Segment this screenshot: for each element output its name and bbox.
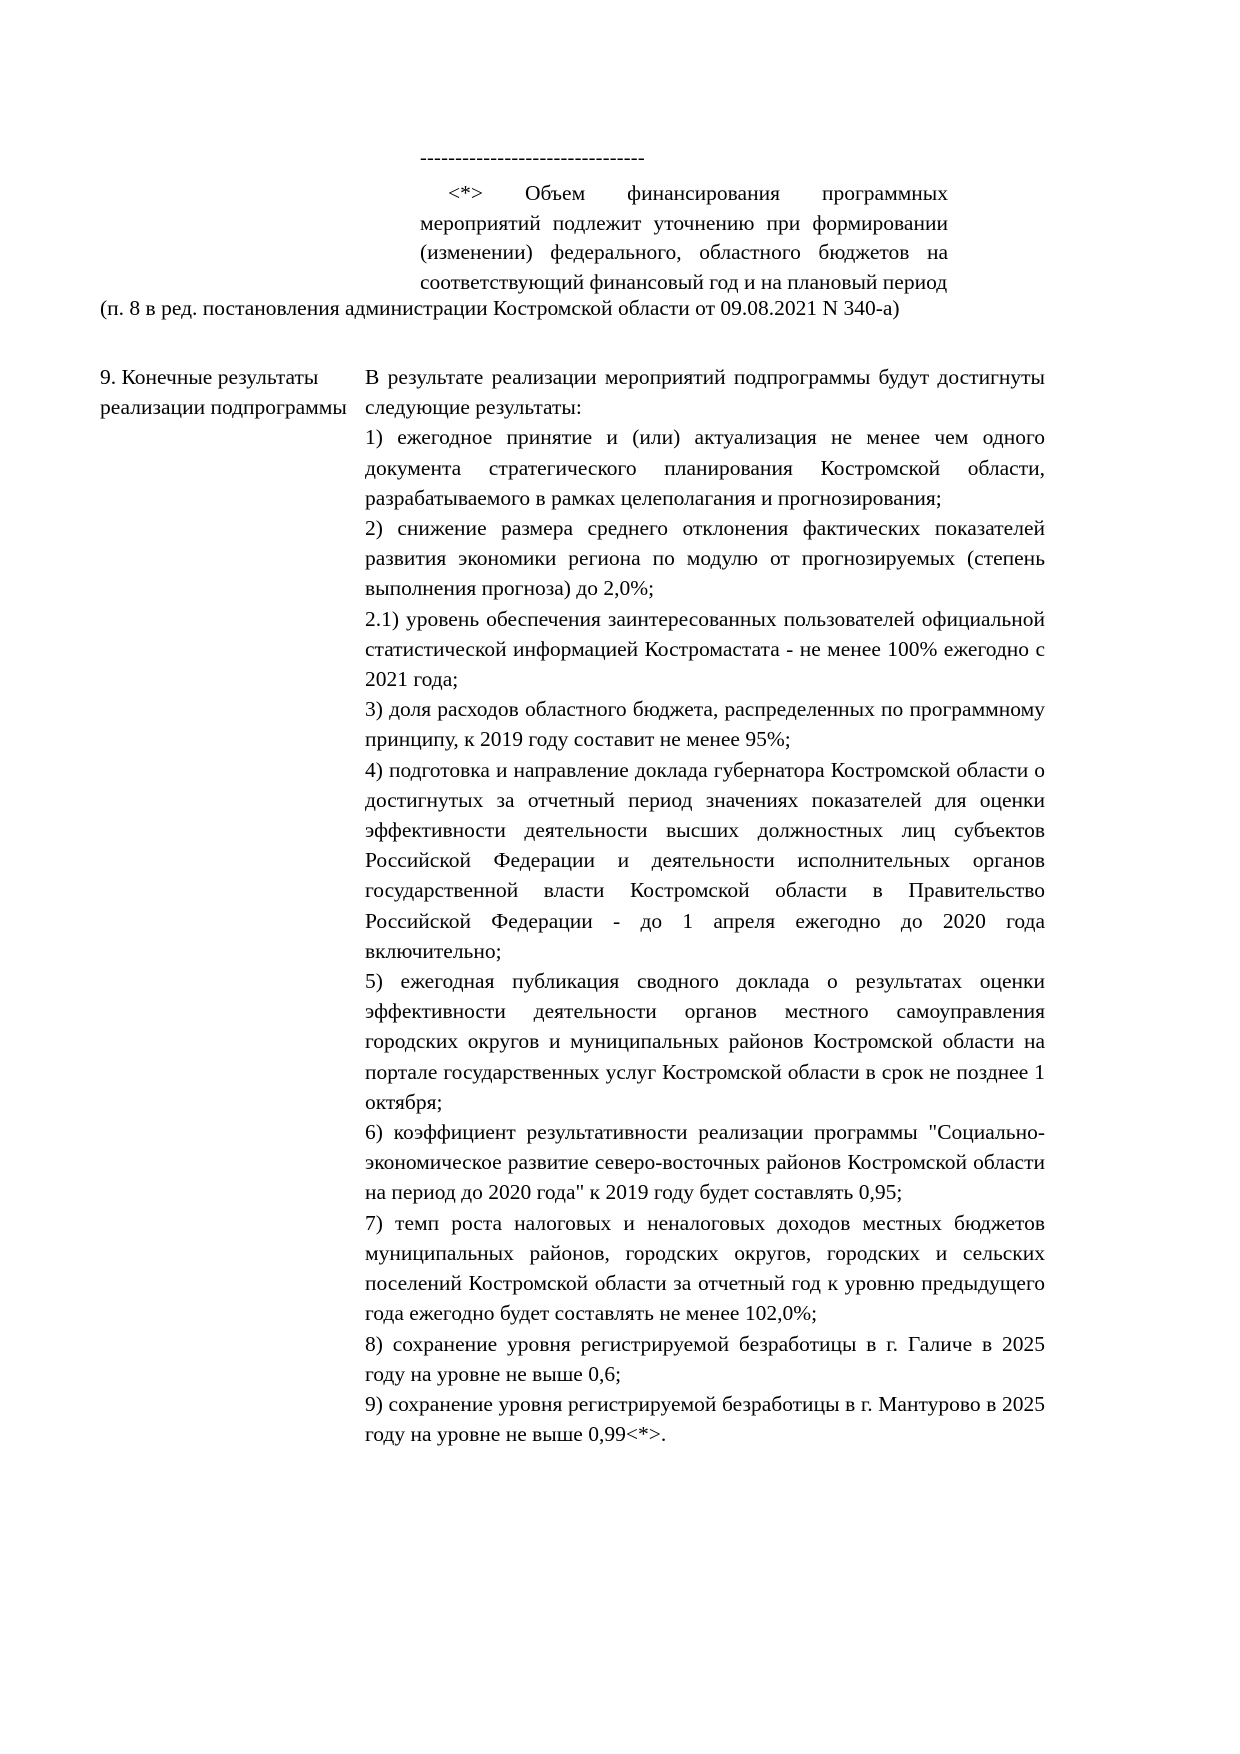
result-item-1: 1) ежегодное принятие и (или) актуализация не менее чем одного документа стратегического планирования Костромской области, разрабатываемого в рамках целеполагания и прогнозирования; <box>365 425 1045 510</box>
result-item-9: 9) сохранение уровня регистрируемой безработицы в г. Мантурово в 2025 году на уровне не выше 0,99<*>. <box>365 1391 1045 1447</box>
result-item-2: 2) снижение размера среднего отклонения фактических показателей развития экономики региона по модулю от прогнозируемых (степень выполнения прогноза) до 2,0%; <box>365 516 1045 601</box>
footnote-text: <*> Объем финансирования программных мероприятий подлежит уточнению при формировании (изменении) федерального, областного бюджетов на соответствующий финансовый год и на плановый период <box>420 181 948 294</box>
result-item-6: 6) коэффициент результативности реализации программы "Социально-экономическое развитие северо-восточных районов Костромской области на период до 2020 года" к 2019 году будет составлять 0,95; <box>365 1120 1045 1205</box>
result-item-5: 5) ежегодная публикация сводного доклада о результатах оценки эффективности деятельности органов местного самоуправления городских округов и муниципальных районов Костромской области на портале государственных услуг Костромской области в срок не позднее 1 октября; <box>365 969 1045 1114</box>
result-item-7: 7) темп роста налоговых и неналоговых доходов местных бюджетов муниципальных районов, городских округов, городских и сельских поселений Костромской области за отчетный год к уровню предыдущего года ежегодно будет составлять не менее 102,0%; <box>365 1210 1045 1326</box>
footnote-divider-rule: -------------------------------- <box>420 147 645 169</box>
footnote-block <box>420 148 948 297</box>
row-body-final-results <box>365 362 1045 1449</box>
result-item-2-1: 2.1) уровень обеспечения заинтересованных пользователей официальной статистической информацией Костромастата - не менее 100% ежегодно с 2021 года; <box>365 606 1045 692</box>
table-row <box>100 362 1045 1449</box>
amendment-citation: (п. 8 в ред. постановления администрации Костромской области от 09.08.2021 N 340-а) <box>100 296 900 320</box>
result-item-8: 8) сохранение уровня регистрируемой безработицы в г. Галиче в 2025 году на уровне не выше 0,6; <box>365 1331 1045 1386</box>
result-item-4: 4) подготовка и направление доклада губернатора Костромской области о достигнутых за отчетный период значениях показателей для оценки эффективности деятельности высших должностных лиц субъектов Российской Федерации и деятельности исполнительных органов государственной власти Костромской области в Правительство Российской Федерации - до 1 апреля ежегодно до 2020 года включительно; <box>365 757 1045 963</box>
row-label-final-results: 9. Конечные результаты реализации подпрограммы <box>100 365 347 419</box>
result-item-3: 3) доля расходов областного бюджета, распределенных по программному принципу, к 2019 году составит не менее 95%; <box>365 697 1045 752</box>
body-intro: В результате реализации мероприятий подпрограммы будут достигнуты следующие результаты: <box>365 365 1045 420</box>
